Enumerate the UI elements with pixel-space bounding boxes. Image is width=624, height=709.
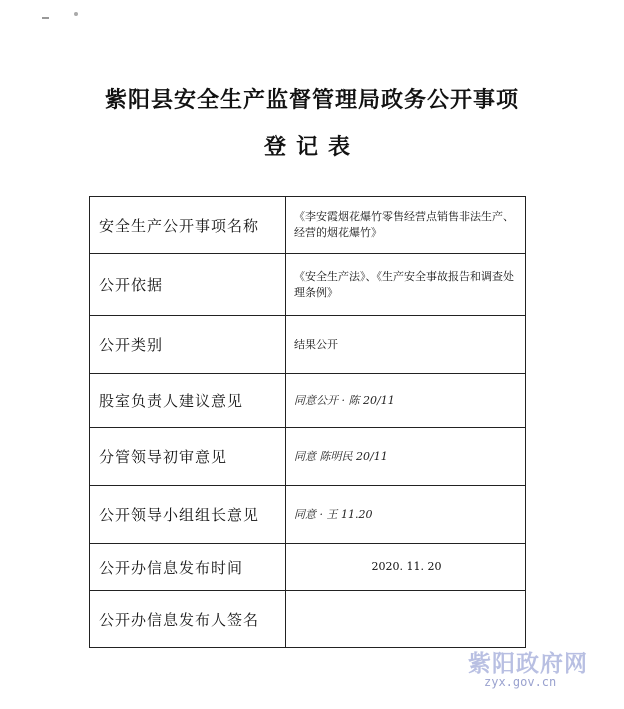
table-row	[90, 591, 526, 648]
table-row	[90, 374, 526, 428]
page-subtitle: 登记表	[263, 135, 360, 160]
row-value: 《安全生产法》、《生产安全事故报告和调查处理条例》	[286, 254, 526, 316]
row-label: 公开办信息发布时间	[90, 544, 286, 591]
table-row	[90, 316, 526, 374]
row-value	[286, 591, 526, 648]
handwritten-signature: 同意 陈明民 20/11	[286, 428, 526, 486]
row-label: 安全生产公开事项名称	[90, 197, 286, 254]
scan-mark	[42, 17, 49, 19]
publish-date: 2020. 11. 20	[286, 544, 526, 591]
table-row	[90, 428, 526, 486]
row-label: 公开类别	[90, 316, 286, 374]
row-label: 分管领导初审意见	[90, 428, 286, 486]
table-row	[90, 197, 526, 254]
row-value: 结果公开	[286, 316, 526, 374]
watermark-url: zyx.gov.cn	[484, 675, 557, 689]
scan-mark	[74, 12, 78, 16]
page-title: 紫阳县安全生产监督管理局政务公开事项	[104, 88, 519, 113]
registration-table	[89, 196, 526, 648]
table-row	[90, 486, 526, 544]
handwritten-signature: 同意 · 王 11.20	[286, 486, 526, 544]
table-row	[90, 544, 526, 591]
row-label: 股室负责人建议意见	[90, 374, 286, 428]
watermark-logo: 紫阳政府网	[468, 651, 588, 677]
row-label: 公开办信息发布人签名	[90, 591, 286, 648]
row-label: 公开依据	[90, 254, 286, 316]
table-row	[90, 254, 526, 316]
row-label: 公开领导小组组长意见	[90, 486, 286, 544]
row-value: 《李安霞烟花爆竹零售经营点销售非法生产、经营的烟花爆竹》	[286, 197, 526, 254]
handwritten-signature: 同意公开 · 陈 20/11	[286, 374, 526, 428]
